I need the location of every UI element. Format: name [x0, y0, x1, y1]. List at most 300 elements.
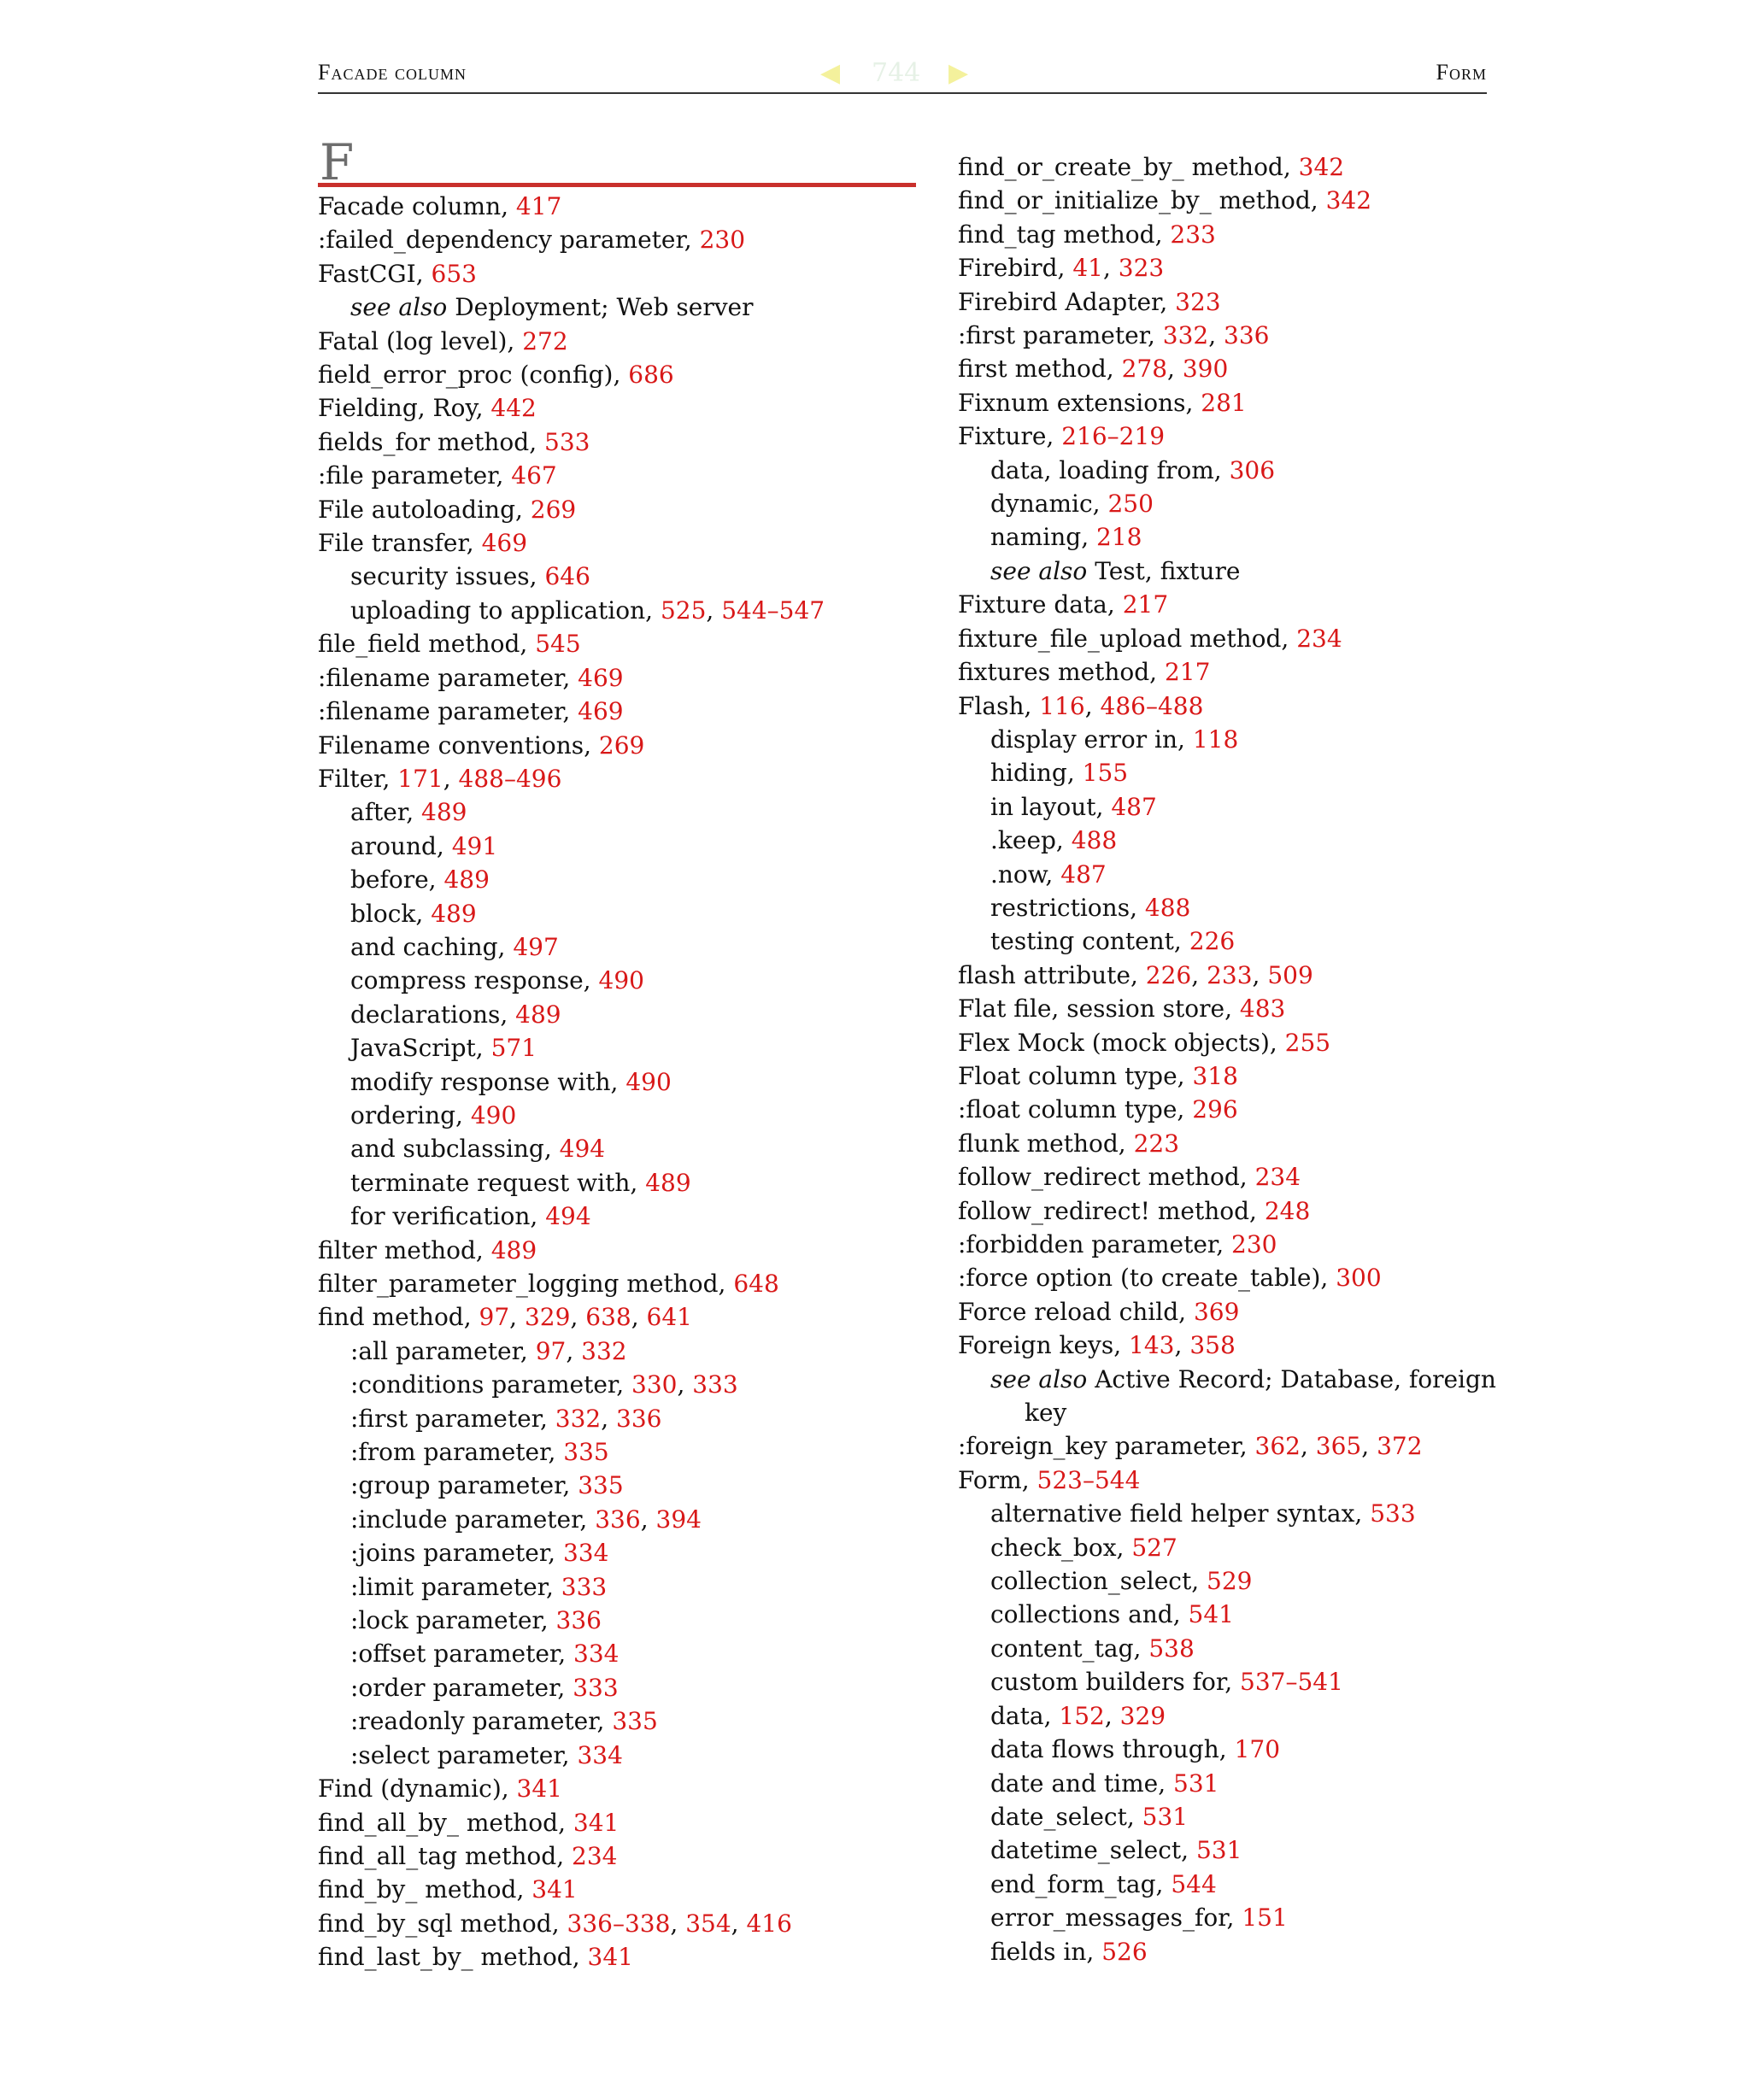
page-reference-link[interactable]: 365 — [1315, 1432, 1362, 1461]
entry-term: filter_parameter_logging method, — [318, 1270, 734, 1298]
entry-term: Flat file, session store, — [958, 994, 1240, 1024]
index-subentry — [958, 1665, 1496, 1698]
page-reference-link[interactable]: 490 — [598, 966, 644, 995]
page-reference-link[interactable]: 646 — [544, 562, 590, 591]
page-reference-link[interactable]: 486–488 — [1100, 691, 1204, 720]
entry-term: follow_redirect! method, — [958, 1196, 1265, 1225]
page-reference-link[interactable]: 523–544 — [1036, 1465, 1141, 1494]
page-reference-link[interactable]: 342 — [1325, 186, 1372, 215]
page-reference-link[interactable]: 490 — [470, 1100, 517, 1129]
page-reference-link[interactable]: 234 — [572, 1841, 618, 1870]
index-subentry — [318, 1536, 825, 1569]
page-reference-link[interactable]: 469 — [578, 663, 624, 692]
page-reference-link[interactable]: 330 — [631, 1370, 678, 1399]
header-first-entry: Facade column — [318, 60, 467, 85]
page-reference-link[interactable]: 358 — [1189, 1331, 1236, 1360]
entry-term: Find (dynamic), — [318, 1774, 517, 1804]
page-reference-link[interactable]: 335 — [563, 1438, 609, 1467]
index-subentry — [958, 520, 1496, 554]
page-reference-link[interactable]: 335 — [612, 1707, 658, 1736]
page-reference-link[interactable]: 341 — [587, 1943, 633, 1972]
running-header — [318, 56, 1487, 94]
entry-term: dynamic, — [990, 490, 1108, 519]
page-reference-link[interactable]: 97 — [479, 1303, 510, 1332]
entry-term: collections and, — [990, 1600, 1189, 1629]
index-subentry — [958, 891, 1496, 924]
index-subentry — [958, 1800, 1496, 1833]
page-reference-link[interactable]: 527 — [1131, 1533, 1177, 1562]
entry-term: :from parameter, — [350, 1438, 564, 1467]
entry-term: data flows through, — [990, 1735, 1235, 1764]
entry-term: date_select, — [990, 1802, 1142, 1831]
section-letter-heading — [318, 133, 916, 191]
entry-term: Fielding, Roy, — [318, 394, 491, 423]
entry-term: :offset parameter, — [350, 1640, 574, 1669]
entry-term: :forbidden parameter, — [958, 1230, 1232, 1258]
index-subentry: :first parameter, 332, 336 — [350, 1404, 662, 1433]
index-subentry — [318, 998, 825, 1031]
page-reference-link[interactable]: 323 — [1175, 287, 1221, 316]
entry-term: Form, — [958, 1465, 1037, 1494]
index-entry — [958, 218, 1496, 251]
entry-term: error_messages_for, — [990, 1903, 1242, 1933]
entry-term: first method, — [958, 355, 1122, 384]
next-page-arrow-icon[interactable]: ▶ — [948, 58, 969, 88]
entry-term: terminate request with, — [350, 1168, 646, 1197]
page-reference-link[interactable]: 488 — [1144, 893, 1191, 922]
page-reference-link[interactable]: 269 — [598, 730, 645, 760]
page-reference-link[interactable]: 230 — [1231, 1230, 1277, 1258]
index-subentry — [958, 1564, 1496, 1598]
entry-term: File transfer, — [318, 529, 482, 558]
index-entry: Flash, 116, 486–488 — [958, 691, 1204, 720]
entry-term: find_by_sql method, — [318, 1909, 567, 1938]
entry-term: before, — [350, 865, 444, 895]
page-reference-link[interactable]: 529 — [1207, 1567, 1253, 1596]
entry-term: fixtures method, — [958, 658, 1165, 687]
page-reference-link[interactable]: 488 — [1071, 826, 1118, 855]
entry-term: Flex Mock (mock objects), — [958, 1028, 1285, 1057]
page-reference-link[interactable]: 116 — [1039, 691, 1085, 720]
index-subentry — [958, 1935, 1496, 1968]
page-reference-link[interactable]: 151 — [1242, 1903, 1288, 1933]
page-reference-link[interactable]: 226 — [1189, 927, 1236, 956]
page-reference-link[interactable]: 323 — [1118, 254, 1165, 283]
page-reference-link[interactable]: 332 — [581, 1336, 627, 1365]
entry-term: Fixture data, — [958, 590, 1123, 619]
page-reference-link[interactable]: 537–541 — [1240, 1668, 1343, 1697]
index-entry — [318, 459, 825, 492]
index-entry — [318, 358, 825, 391]
page-reference-link[interactable]: 362 — [1254, 1432, 1301, 1461]
entry-term: find method, — [318, 1303, 479, 1332]
index-subentry — [958, 756, 1496, 789]
page-reference-link[interactable]: 489 — [431, 899, 477, 928]
page-reference-link[interactable]: 269 — [530, 495, 577, 524]
index-entry — [318, 1873, 825, 1906]
index-entry — [318, 1234, 825, 1267]
index-entry — [958, 386, 1496, 419]
page-reference-link[interactable]: 489 — [645, 1168, 691, 1197]
section-letter: F — [320, 133, 355, 191]
index-entry: first method, 278, 390 — [958, 355, 1229, 384]
page-reference-link[interactable]: 272 — [522, 326, 568, 355]
entry-term: and caching, — [350, 932, 514, 961]
page-reference-link[interactable]: 641 — [646, 1303, 692, 1332]
page-reference-link[interactable]: 483 — [1239, 994, 1286, 1024]
page-reference-link[interactable]: 334 — [573, 1640, 620, 1669]
page-reference-link[interactable]: 296 — [1192, 1095, 1238, 1124]
index-subentry — [318, 930, 825, 964]
entry-term: and subclassing, — [350, 1135, 560, 1164]
page-reference-link[interactable]: 545 — [535, 630, 581, 659]
page-reference-link[interactable]: 97 — [535, 1336, 567, 1365]
page-reference-link[interactable]: 489 — [490, 1235, 537, 1264]
entry-term: :select parameter, — [350, 1740, 578, 1769]
page-reference-link[interactable]: 341 — [573, 1808, 620, 1837]
index-subentry — [318, 830, 825, 863]
page-reference-link[interactable]: 541 — [1188, 1600, 1234, 1629]
page-reference-link[interactable]: 281 — [1201, 388, 1247, 417]
index-entry — [958, 1396, 1496, 1429]
index-subentry — [958, 1833, 1496, 1867]
entry-term: Fatal (log level), — [318, 326, 523, 355]
page-reference-link[interactable]: 234 — [1254, 1163, 1301, 1192]
page-reference-link[interactable]: 544 — [1171, 1869, 1217, 1898]
entry-term: Filter, — [318, 764, 398, 793]
page-reference-link[interactable]: 544–547 — [721, 595, 825, 625]
index-subentry — [958, 1497, 1496, 1530]
page-reference-link[interactable]: 487 — [1111, 792, 1157, 821]
index-entry — [318, 257, 825, 290]
index-subentry: uploading to application, 525, 544–547 — [350, 595, 825, 625]
index-entry — [958, 1059, 1496, 1093]
index-entry — [318, 1267, 825, 1300]
entry-term: flunk method, — [958, 1129, 1134, 1158]
entry-term: :conditions parameter, — [350, 1370, 631, 1399]
right-entry-list — [958, 150, 1496, 1968]
page-reference-link[interactable]: 417 — [515, 192, 562, 220]
index-entry — [958, 1261, 1496, 1294]
page-reference-link[interactable]: 469 — [578, 697, 624, 726]
page-reference-link[interactable]: 494 — [545, 1202, 591, 1231]
entry-term: flash attribute, — [958, 960, 1146, 989]
index-subentry — [958, 554, 1496, 588]
entry-term: security issues, — [350, 562, 545, 591]
index-entry — [318, 526, 825, 560]
index-subentry — [958, 1632, 1496, 1665]
entry-term: :group parameter, — [350, 1471, 578, 1500]
page-reference-link[interactable]: 223 — [1133, 1129, 1180, 1158]
index-subentry — [958, 1901, 1496, 1934]
entry-term: Float column type, — [958, 1061, 1193, 1090]
index-subentry — [958, 723, 1496, 756]
page-reference-link[interactable]: 653 — [431, 259, 477, 288]
entry-term: data, loading from, — [990, 455, 1230, 484]
entry-term: field_error_proc (config), — [318, 361, 629, 390]
entry-term: find_or_initialize_by_ method, — [958, 186, 1326, 215]
page-reference-link[interactable]: 233 — [1207, 960, 1253, 989]
index-entry — [958, 622, 1496, 655]
index-subentry — [318, 1637, 825, 1670]
entry-term: block, — [350, 899, 432, 928]
entry-term: custom builders for, — [990, 1668, 1240, 1697]
see-also-label: see also — [990, 1364, 1088, 1393]
page-reference-link[interactable]: 329 — [524, 1303, 571, 1332]
index-entry — [318, 1839, 825, 1873]
entry-term: find_all_tag method, — [318, 1841, 572, 1870]
page-reference-link[interactable]: 250 — [1107, 490, 1154, 519]
entry-term: check_box, — [990, 1533, 1132, 1562]
page-reference-link[interactable]: 494 — [559, 1135, 606, 1164]
index-entry — [958, 184, 1496, 217]
page-reference-link[interactable]: 329 — [1119, 1701, 1166, 1730]
entry-term: Firebird, — [958, 254, 1073, 283]
index-subentry — [318, 1739, 825, 1772]
index-subentry — [958, 1363, 1496, 1396]
index-entry: find_by_sql method, 336–338, 354, 416 — [318, 1909, 792, 1938]
index-subentry — [958, 1598, 1496, 1631]
page-reference-link[interactable]: 335 — [578, 1471, 624, 1500]
entry-term: modify response with, — [350, 1067, 626, 1096]
page-reference-link[interactable]: 334 — [577, 1740, 623, 1769]
page-reference-link[interactable]: 143 — [1129, 1331, 1175, 1360]
index-subentry — [958, 1733, 1496, 1766]
page-reference-link[interactable]: 467 — [511, 461, 557, 490]
page-reference-link[interactable]: 538 — [1148, 1634, 1195, 1663]
page-reference-link[interactable]: 526 — [1101, 1937, 1148, 1966]
entry-term: Firebird Adapter, — [958, 287, 1176, 316]
entry-term: File autoloading, — [318, 495, 531, 524]
index-entry — [958, 1160, 1496, 1194]
index-subentry — [958, 1767, 1496, 1800]
index-entry: Firebird, 41, 323 — [958, 254, 1165, 283]
page-reference-link[interactable]: 334 — [562, 1539, 609, 1568]
entry-term: find_tag method, — [958, 220, 1171, 249]
see-also-label: see also — [350, 293, 448, 322]
page-reference-link[interactable]: 341 — [531, 1875, 578, 1904]
page-reference-link[interactable]: 488–496 — [458, 764, 562, 793]
entry-term: restrictions, — [990, 893, 1145, 922]
page-reference-link[interactable]: 497 — [513, 932, 559, 961]
entry-term: :lock parameter, — [350, 1606, 556, 1635]
index-subentry — [958, 487, 1496, 520]
index-subentry — [318, 1604, 825, 1637]
header-last-entry: Form — [1436, 60, 1487, 85]
page-reference-link[interactable]: 686 — [628, 361, 674, 390]
entry-term: :filename parameter, — [318, 697, 578, 726]
page-reference-link[interactable]: 525 — [660, 595, 707, 625]
index-entry — [318, 223, 825, 256]
page-reference-link[interactable]: 233 — [1170, 220, 1216, 249]
page-reference-link[interactable]: 533 — [1370, 1499, 1416, 1528]
index-subentry — [318, 1099, 825, 1132]
page-reference-link[interactable]: 341 — [516, 1774, 562, 1804]
page-reference-link[interactable]: 332 — [555, 1404, 602, 1433]
index-entry: flash attribute, 226, 233, 509 — [958, 960, 1313, 989]
page-reference-link[interactable]: 170 — [1234, 1735, 1281, 1764]
page-reference-link[interactable]: 118 — [1192, 724, 1239, 754]
entry-term: follow_redirect method, — [958, 1163, 1255, 1192]
page-reference-link[interactable]: 336 — [1224, 321, 1270, 350]
see-also-label: see also — [990, 556, 1088, 585]
entry-term: :failed_dependency parameter, — [318, 226, 700, 255]
page-reference-link[interactable]: 155 — [1082, 759, 1129, 788]
entry-term: Flash, — [958, 691, 1040, 720]
index-subentry — [318, 897, 825, 930]
page-reference-link[interactable]: 489 — [515, 1000, 561, 1029]
entry-term: find_all_by_ method, — [318, 1808, 573, 1837]
entry-term: Fixture, — [958, 422, 1062, 451]
index-subentry — [958, 824, 1496, 857]
entry-term: Fixnum extensions, — [958, 388, 1201, 417]
page-reference-link[interactable]: 469 — [481, 529, 528, 558]
entry-term: Force reload child, — [958, 1297, 1194, 1326]
index-subentry — [958, 1868, 1496, 1901]
page-reference-link[interactable]: 491 — [451, 831, 498, 860]
entry-term: display error in, — [990, 724, 1193, 754]
index-entry — [318, 661, 825, 695]
page-reference-link[interactable]: 230 — [699, 226, 746, 255]
index-entry — [958, 419, 1496, 453]
index-subentry: :include parameter, 336, 394 — [350, 1505, 702, 1534]
page-reference-link[interactable]: 248 — [1264, 1196, 1311, 1225]
page-reference-link[interactable]: 336 — [616, 1404, 662, 1433]
page-reference-link[interactable]: 571 — [490, 1034, 537, 1063]
index-subentry — [318, 863, 825, 896]
page-reference-link[interactable]: 394 — [655, 1505, 702, 1534]
page-reference-link[interactable]: 278 — [1121, 355, 1168, 384]
entry-term: alternative field helper syntax, — [990, 1499, 1371, 1528]
index-entry — [958, 1228, 1496, 1261]
page-reference-link[interactable]: 152 — [1059, 1701, 1105, 1730]
index-entry — [958, 150, 1496, 184]
index-subentry — [318, 1704, 825, 1738]
index-subentry — [318, 1435, 825, 1469]
index-subentry — [318, 795, 825, 829]
page-reference-link[interactable]: 318 — [1192, 1061, 1238, 1090]
index-entry — [958, 1295, 1496, 1329]
index-subentry — [958, 924, 1496, 958]
page-reference-link[interactable]: 487 — [1060, 859, 1107, 889]
entry-term: Filename conventions, — [318, 730, 599, 760]
page-reference-link[interactable]: 372 — [1377, 1432, 1423, 1461]
page-reference-link[interactable]: 648 — [733, 1270, 779, 1298]
entry-term: :order parameter, — [350, 1673, 573, 1702]
entry-term: :filename parameter, — [318, 663, 578, 692]
entry-term: fixture_file_upload method, — [958, 624, 1297, 653]
entry-term: file_field method, — [318, 630, 536, 659]
entry-term: find_by_ method, — [318, 1875, 532, 1904]
page-reference-link[interactable]: 300 — [1336, 1264, 1382, 1293]
page-reference-link[interactable]: 216–219 — [1061, 422, 1166, 451]
entry-term: in layout, — [990, 792, 1112, 821]
index-entry: find method, 97, 329, 638, 641 — [318, 1303, 692, 1332]
index-entry: :first parameter, 332, 336 — [958, 321, 1270, 350]
page-reference-link[interactable]: 226 — [1145, 960, 1192, 989]
entry-term: key — [1025, 1399, 1067, 1428]
page-reference-link[interactable]: 442 — [490, 394, 537, 423]
entry-term: :readonly parameter, — [350, 1707, 613, 1736]
page-reference-link[interactable]: 369 — [1193, 1297, 1240, 1326]
entry-term: :file parameter, — [318, 461, 512, 490]
page-reference-link[interactable]: 638 — [585, 1303, 631, 1332]
page-reference-link[interactable]: 509 — [1267, 960, 1313, 989]
page-reference-link[interactable]: 218 — [1096, 523, 1142, 552]
index-entry — [958, 1194, 1496, 1228]
entry-term: filter method, — [318, 1235, 491, 1264]
page-reference-link[interactable]: 336 — [555, 1606, 602, 1635]
page-reference-link[interactable]: 489 — [443, 865, 490, 895]
page-reference-link[interactable]: 531 — [1173, 1769, 1219, 1798]
page-reference-link[interactable]: 390 — [1182, 355, 1229, 384]
page-reference-link[interactable]: 332 — [1162, 321, 1209, 350]
index-entry — [958, 992, 1496, 1025]
previous-page-arrow-icon[interactable]: ◀ — [820, 58, 841, 88]
page-reference-link[interactable]: 533 — [544, 427, 590, 456]
page-reference-link[interactable]: 333 — [573, 1673, 619, 1702]
index-subentry — [318, 1200, 825, 1233]
index-subentry — [318, 1132, 825, 1165]
index-entry — [958, 1093, 1496, 1126]
entry-term: for verification, — [350, 1202, 546, 1231]
index-entry: :foreign_key parameter, 362, 365, 372 — [958, 1432, 1423, 1461]
entry-term: date and time, — [990, 1769, 1174, 1798]
page-reference-link[interactable]: 217 — [1164, 658, 1211, 687]
page-reference-link[interactable]: 354 — [685, 1909, 731, 1938]
page-reference-link[interactable]: 416 — [746, 1909, 792, 1938]
index-entry — [958, 1127, 1496, 1160]
index-subentry: data, 152, 329 — [990, 1701, 1166, 1730]
index-subentry — [958, 858, 1496, 891]
page-reference-link[interactable]: 333 — [692, 1370, 738, 1399]
page-reference-link[interactable]: 490 — [625, 1067, 672, 1096]
index-subentry — [318, 1570, 825, 1604]
page-navigation — [820, 56, 991, 87]
page-reference-link[interactable]: 531 — [1195, 1836, 1242, 1865]
page-reference-link[interactable]: 336 — [595, 1505, 641, 1534]
entry-term: Facade column, — [318, 192, 516, 220]
page-reference-link[interactable]: 336–338 — [567, 1909, 671, 1938]
index-subentry — [318, 964, 825, 997]
index-subentry — [958, 454, 1496, 487]
page-reference-link[interactable]: 171 — [397, 764, 443, 793]
entry-term: Foreign keys, — [958, 1331, 1130, 1360]
page-reference-link[interactable]: 217 — [1122, 590, 1169, 619]
index-entry — [318, 425, 825, 459]
page-reference-link[interactable]: 489 — [421, 798, 467, 827]
page-reference-link[interactable]: 234 — [1296, 624, 1342, 653]
index-entry — [318, 729, 825, 762]
entry-term: fields in, — [990, 1937, 1102, 1966]
index-entry — [318, 493, 825, 526]
page-reference-link[interactable]: 531 — [1142, 1802, 1189, 1831]
page-reference-link[interactable]: 255 — [1284, 1028, 1331, 1057]
left-entry-list — [318, 190, 825, 1974]
entry-term: fields_for method, — [318, 427, 544, 456]
entry-term: collection_select, — [990, 1567, 1207, 1596]
page-reference-link[interactable]: 306 — [1229, 455, 1276, 484]
entry-term: :include parameter, — [350, 1505, 596, 1534]
index-subentry — [318, 290, 825, 324]
page-reference-link[interactable]: 41 — [1072, 254, 1103, 283]
page-reference-link[interactable]: 342 — [1298, 153, 1345, 181]
index-entry — [318, 190, 825, 223]
index-subentry: :all parameter, 97, 332 — [350, 1336, 627, 1365]
page-reference-link[interactable]: 333 — [561, 1572, 608, 1601]
entry-term: :limit parameter, — [350, 1572, 561, 1601]
entry-term: declarations, — [350, 1000, 516, 1029]
